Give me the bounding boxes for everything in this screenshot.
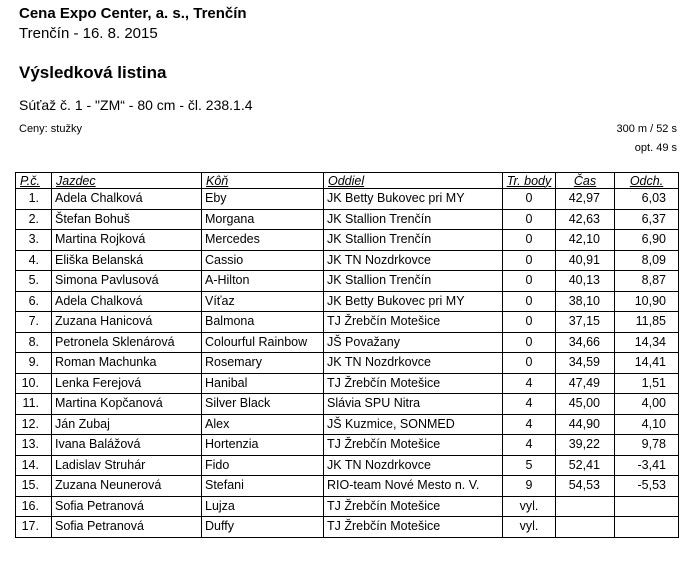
event-title: Cena Expo Center, a. s., Trenčín xyxy=(19,5,247,22)
cell-club: JK TN Nozdrkovce xyxy=(324,353,503,374)
cell-deviation: 8,09 xyxy=(615,250,679,271)
cell-deviation: -5,53 xyxy=(615,476,679,497)
col-header-deviation: Odch. xyxy=(615,173,679,189)
cell-rider: Petronela Sklenárová xyxy=(52,332,202,353)
cell-club: JK TN Nozdrkovce xyxy=(324,455,503,476)
table-row xyxy=(16,496,679,517)
table-header-row xyxy=(16,173,679,189)
col-header-horse: Kôň xyxy=(202,173,324,189)
table-row xyxy=(16,230,679,251)
cell-horse: Morgana xyxy=(202,209,324,230)
table-row xyxy=(16,271,679,292)
cell-faults: 0 xyxy=(503,332,556,353)
cell-time: 42,10 xyxy=(556,230,615,251)
cell-horse: Mercedes xyxy=(202,230,324,251)
table-row xyxy=(16,353,679,374)
cell-time: 40,13 xyxy=(556,271,615,292)
cell-time: 45,00 xyxy=(556,394,615,415)
cell-deviation: 8,87 xyxy=(615,271,679,292)
cell-rank: 3. xyxy=(16,230,52,251)
cell-deviation: 9,78 xyxy=(615,435,679,456)
cell-club: JK TN Nozdrkovce xyxy=(324,250,503,271)
cell-horse: Balmona xyxy=(202,312,324,333)
cell-rider: Martina Kopčanová xyxy=(52,394,202,415)
cell-horse: Stefani xyxy=(202,476,324,497)
cell-rank: 5. xyxy=(16,271,52,292)
cell-club: RIO-team Nové Mesto n. V. xyxy=(324,476,503,497)
cell-time xyxy=(556,496,615,517)
cell-deviation: 1,51 xyxy=(615,373,679,394)
cell-rank: 13. xyxy=(16,435,52,456)
cell-rider: Simona Pavlusová xyxy=(52,271,202,292)
col-header-rank: P.č. xyxy=(16,173,52,189)
cell-rider: Lenka Ferejová xyxy=(52,373,202,394)
cell-rank: 10. xyxy=(16,373,52,394)
results-table xyxy=(15,172,679,538)
cell-deviation: 14,34 xyxy=(615,332,679,353)
cell-rider: Ján Zubaj xyxy=(52,414,202,435)
cell-horse: A-Hilton xyxy=(202,271,324,292)
cell-horse: Alex xyxy=(202,414,324,435)
cell-horse: Hanibal xyxy=(202,373,324,394)
cell-deviation: -3,41 xyxy=(615,455,679,476)
cell-faults: 4 xyxy=(503,373,556,394)
cell-rider: Adela Chalková xyxy=(52,189,202,210)
cell-time: 39,22 xyxy=(556,435,615,456)
cell-rank: 4. xyxy=(16,250,52,271)
cell-rank: 12. xyxy=(16,414,52,435)
results-body xyxy=(16,189,679,538)
cell-faults: 0 xyxy=(503,250,556,271)
cell-time: 34,66 xyxy=(556,332,615,353)
optimal-time: opt. 49 s xyxy=(634,142,677,154)
cell-horse: Rosemary xyxy=(202,353,324,374)
col-header-time: Čas xyxy=(556,173,615,189)
table-row xyxy=(16,435,679,456)
cell-horse: Eby xyxy=(202,189,324,210)
cell-rider: Eliška Belanská xyxy=(52,250,202,271)
cell-club: JK Stallion Trenčín xyxy=(324,230,503,251)
cell-horse: Duffy xyxy=(202,517,324,538)
cell-time: 54,53 xyxy=(556,476,615,497)
cell-horse: Fido xyxy=(202,455,324,476)
cell-faults: 0 xyxy=(503,271,556,292)
col-header-faults: Tr. body xyxy=(503,173,556,189)
cell-faults: vyl. xyxy=(503,496,556,517)
cell-deviation: 4,00 xyxy=(615,394,679,415)
cell-faults: 0 xyxy=(503,189,556,210)
cell-horse: Hortenzia xyxy=(202,435,324,456)
cell-faults: 0 xyxy=(503,312,556,333)
cell-faults: 0 xyxy=(503,209,556,230)
cell-club: JK Stallion Trenčín xyxy=(324,271,503,292)
cell-faults: 4 xyxy=(503,394,556,415)
event-place-date: Trenčín - 16. 8. 2015 xyxy=(19,25,158,42)
cell-time xyxy=(556,517,615,538)
cell-horse: Silver Black xyxy=(202,394,324,415)
cell-rank: 16. xyxy=(16,496,52,517)
table-row xyxy=(16,394,679,415)
cell-club: TJ Žrebčín Motešice xyxy=(324,373,503,394)
cell-deviation: 11,85 xyxy=(615,312,679,333)
table-row xyxy=(16,517,679,538)
cell-rank: 8. xyxy=(16,332,52,353)
table-row xyxy=(16,250,679,271)
cell-deviation: 6,37 xyxy=(615,209,679,230)
table-row xyxy=(16,291,679,312)
cell-time: 34,59 xyxy=(556,353,615,374)
cell-deviation xyxy=(615,496,679,517)
cell-rider: Sofia Petranová xyxy=(52,517,202,538)
cell-rank: 15. xyxy=(16,476,52,497)
competition-info: Súťaž č. 1 - "ZM“ - 80 cm - čl. 238.1.4 xyxy=(19,97,253,113)
cell-horse: Cassio xyxy=(202,250,324,271)
cell-time: 47,49 xyxy=(556,373,615,394)
cell-club: JK Betty Bukovec pri MY xyxy=(324,291,503,312)
cell-deviation: 10,90 xyxy=(615,291,679,312)
table-row xyxy=(16,209,679,230)
cell-time: 40,91 xyxy=(556,250,615,271)
document-title: Výsledková listina xyxy=(19,63,167,82)
cell-club: JŠ Kuzmice, SONMED xyxy=(324,414,503,435)
cell-rank: 11. xyxy=(16,394,52,415)
cell-rank: 2. xyxy=(16,209,52,230)
cell-deviation xyxy=(615,517,679,538)
cell-rider: Roman Machunka xyxy=(52,353,202,374)
cell-rider: Adela Chalková xyxy=(52,291,202,312)
cell-rider: Ladislav Struhár xyxy=(52,455,202,476)
cell-club: Slávia SPU Nitra xyxy=(324,394,503,415)
cell-deviation: 6,03 xyxy=(615,189,679,210)
cell-faults: 9 xyxy=(503,476,556,497)
cell-faults: 0 xyxy=(503,353,556,374)
table-row xyxy=(16,312,679,333)
cell-rider: Martina Rojková xyxy=(52,230,202,251)
cell-rank: 1. xyxy=(16,189,52,210)
cell-time: 38,10 xyxy=(556,291,615,312)
table-row xyxy=(16,455,679,476)
cell-club: TJ Žrebčín Motešice xyxy=(324,435,503,456)
cell-deviation: 4,10 xyxy=(615,414,679,435)
cell-rider: Sofia Petranová xyxy=(52,496,202,517)
cell-faults: vyl. xyxy=(503,517,556,538)
cell-time: 44,90 xyxy=(556,414,615,435)
cell-rank: 6. xyxy=(16,291,52,312)
cell-faults: 0 xyxy=(503,291,556,312)
cell-deviation: 6,90 xyxy=(615,230,679,251)
cell-club: JK Stallion Trenčín xyxy=(324,209,503,230)
table-row xyxy=(16,332,679,353)
table-row xyxy=(16,373,679,394)
cell-deviation: 14,41 xyxy=(615,353,679,374)
cell-faults: 4 xyxy=(503,414,556,435)
cell-rank: 7. xyxy=(16,312,52,333)
cell-faults: 4 xyxy=(503,435,556,456)
cell-club: TJ Žrebčín Motešice xyxy=(324,312,503,333)
course-distance: 300 m / 52 s xyxy=(616,123,677,135)
cell-faults: 5 xyxy=(503,455,556,476)
cell-rider: Ivana Balážová xyxy=(52,435,202,456)
prizes-info: Ceny: stužky xyxy=(19,123,82,135)
cell-rank: 14. xyxy=(16,455,52,476)
table-row xyxy=(16,414,679,435)
cell-rider: Zuzana Neunerová xyxy=(52,476,202,497)
cell-horse: Lujza xyxy=(202,496,324,517)
cell-time: 52,41 xyxy=(556,455,615,476)
table-row xyxy=(16,189,679,210)
cell-club: TJ Žrebčín Motešice xyxy=(324,517,503,538)
cell-rider: Štefan Bohuš xyxy=(52,209,202,230)
cell-time: 42,63 xyxy=(556,209,615,230)
cell-rank: 17. xyxy=(16,517,52,538)
table-row xyxy=(16,476,679,497)
cell-club: JŠ Považany xyxy=(324,332,503,353)
cell-rank: 9. xyxy=(16,353,52,374)
cell-club: JK Betty Bukovec pri MY xyxy=(324,189,503,210)
col-header-club: Oddiel xyxy=(324,173,503,189)
cell-club: TJ Žrebčín Motešice xyxy=(324,496,503,517)
cell-horse: Víťaz xyxy=(202,291,324,312)
cell-time: 37,15 xyxy=(556,312,615,333)
cell-faults: 0 xyxy=(503,230,556,251)
cell-horse: Colourful Rainbow xyxy=(202,332,324,353)
col-header-rider: Jazdec xyxy=(52,173,202,189)
cell-time: 42,97 xyxy=(556,189,615,210)
cell-rider: Zuzana Hanicová xyxy=(52,312,202,333)
